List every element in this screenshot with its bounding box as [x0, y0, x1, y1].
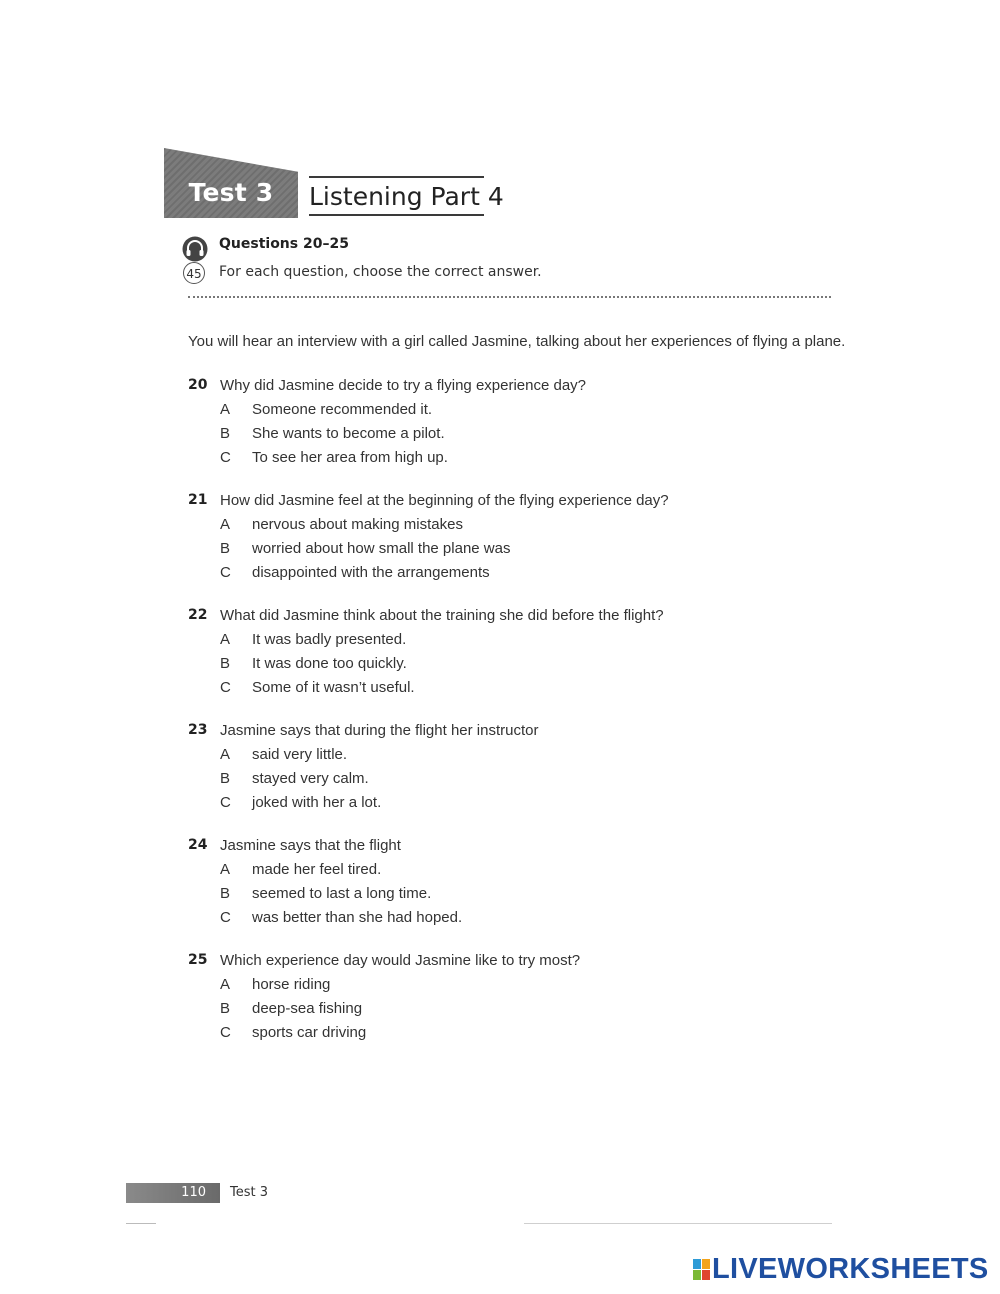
- title-top-rule: [309, 176, 484, 178]
- question-text: What did Jasmine think about the training she did before the flight?: [220, 607, 664, 624]
- liveworksheets-logo-icon: [693, 1259, 711, 1281]
- option-letter[interactable]: B: [220, 1000, 231, 1017]
- option-letter[interactable]: C: [220, 794, 231, 811]
- question-number: 23: [188, 722, 208, 738]
- option-letter[interactable]: B: [220, 540, 231, 557]
- option-text[interactable]: joked with her a lot.: [252, 794, 382, 811]
- option-letter[interactable]: B: [220, 655, 231, 672]
- track-number-badge: 45: [183, 262, 205, 284]
- option-letter[interactable]: A: [220, 976, 231, 993]
- headphones-icon: [181, 236, 209, 262]
- question-number: 22: [188, 607, 208, 623]
- question-text: How did Jasmine feel at the beginning of the flying experience day?: [220, 492, 669, 509]
- option-letter[interactable]: C: [220, 679, 231, 696]
- option-text[interactable]: worried about how small the plane was: [252, 540, 511, 557]
- option-text[interactable]: Some of it wasn’t useful.: [252, 679, 415, 696]
- option-text[interactable]: She wants to become a pilot.: [252, 425, 445, 442]
- test-label: Test 3: [188, 178, 274, 207]
- option-letter[interactable]: A: [220, 746, 231, 763]
- title-bottom-rule: [309, 214, 484, 216]
- dotted-divider: [188, 296, 831, 298]
- question-text: Why did Jasmine decide to try a flying experience day?: [220, 377, 587, 394]
- question-number: 25: [188, 952, 208, 968]
- footer-rule: [126, 1223, 156, 1224]
- option-letter[interactable]: B: [220, 425, 231, 442]
- question-number: 20: [188, 377, 208, 393]
- option-letter[interactable]: C: [220, 909, 231, 926]
- option-text[interactable]: nervous about making mistakes: [252, 516, 463, 533]
- option-letter[interactable]: C: [220, 449, 231, 466]
- question-text: Jasmine says that during the flight her instructor: [220, 722, 539, 739]
- option-letter[interactable]: B: [220, 885, 231, 902]
- page-title: Listening Part 4: [309, 182, 504, 211]
- option-text[interactable]: stayed very calm.: [252, 770, 369, 787]
- question-number: 21: [188, 492, 208, 508]
- option-text[interactable]: sports car driving: [252, 1024, 367, 1041]
- option-letter[interactable]: C: [220, 564, 231, 581]
- option-letter[interactable]: A: [220, 631, 231, 648]
- question-number: 24: [188, 837, 208, 853]
- option-text[interactable]: To see her area from high up.: [252, 449, 448, 466]
- option-letter[interactable]: A: [220, 861, 231, 878]
- page-number: 110: [181, 1185, 206, 1200]
- option-text[interactable]: Someone recommended it.: [252, 401, 433, 418]
- option-text[interactable]: deep-sea fishing: [252, 1000, 363, 1017]
- option-text[interactable]: horse riding: [252, 976, 331, 993]
- brand-name[interactable]: LIVEWORKSHEETS: [712, 1253, 989, 1285]
- questions-heading: Questions 20–25: [219, 236, 349, 252]
- option-text[interactable]: It was badly presented.: [252, 631, 407, 648]
- option-text[interactable]: made her feel tired.: [252, 861, 382, 878]
- option-text[interactable]: seemed to last a long time.: [252, 885, 432, 902]
- intro-text: You will hear an interview with a girl called Jasmine, talking about her experiences of flying a plane.: [188, 333, 846, 350]
- option-text[interactable]: was better than she had hoped.: [252, 909, 463, 926]
- option-letter[interactable]: B: [220, 770, 231, 787]
- option-letter[interactable]: A: [220, 401, 231, 418]
- option-text[interactable]: disappointed with the arrangements: [252, 564, 490, 581]
- question-text: Which experience day would Jasmine like to try most?: [220, 952, 581, 969]
- option-letter[interactable]: A: [220, 516, 231, 533]
- option-text[interactable]: said very little.: [252, 746, 348, 763]
- option-letter[interactable]: C: [220, 1024, 231, 1041]
- instruction-text: For each question, choose the correct answer.: [219, 264, 542, 280]
- question-text: Jasmine says that the flight: [220, 837, 401, 854]
- footer-label: Test 3: [230, 1185, 269, 1200]
- option-text[interactable]: It was done too quickly.: [252, 655, 407, 672]
- footer-rule: [524, 1223, 832, 1224]
